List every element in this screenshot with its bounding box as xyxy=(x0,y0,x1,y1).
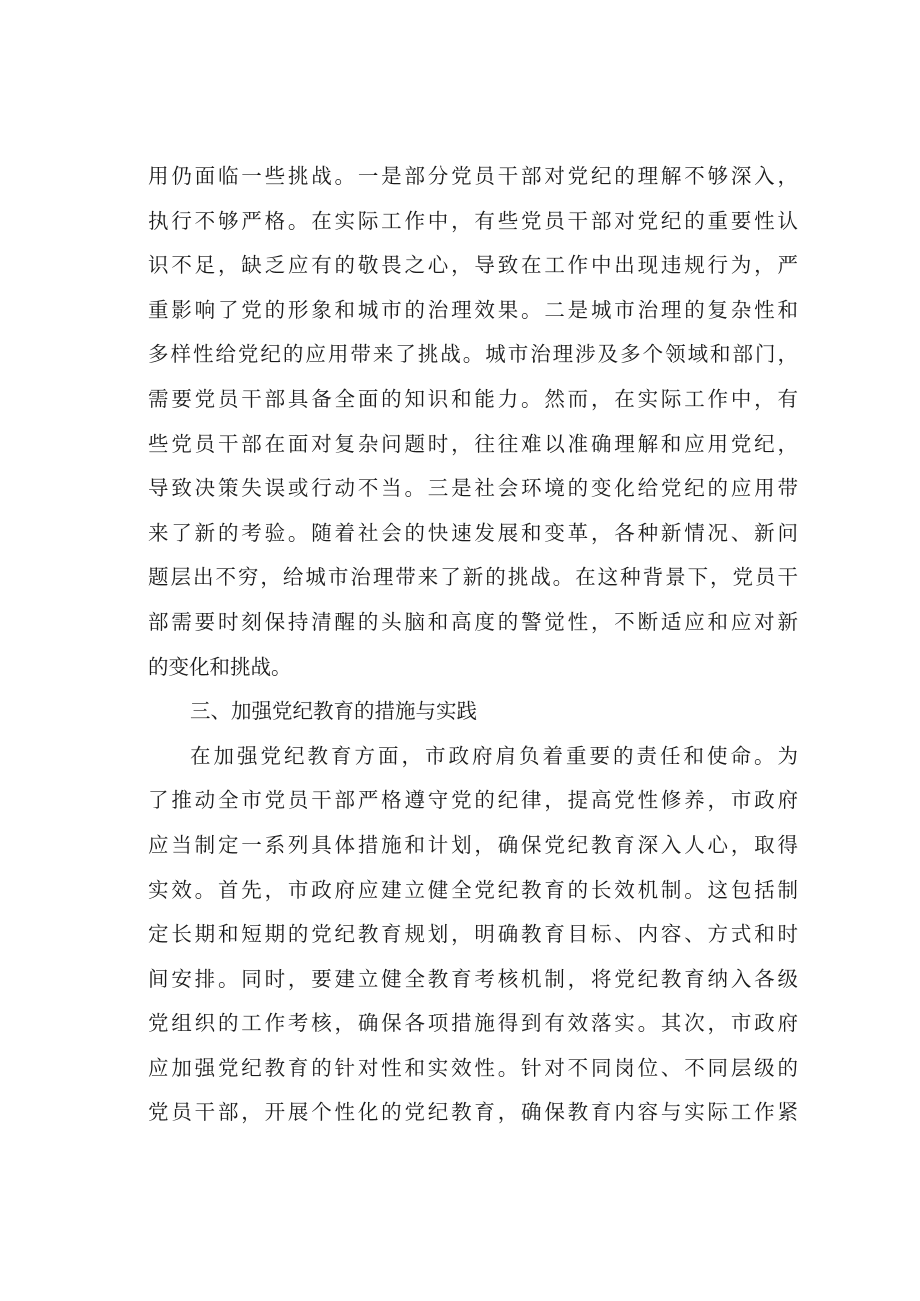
text-line: 执行不够严格。在实际工作中，有些党员干部对党纪的重要性认 xyxy=(148,208,798,233)
text-line: 多样性给党纪的应用带来了挑战。城市治理涉及多个领域和部门， xyxy=(148,342,798,367)
paragraph-1 xyxy=(148,154,798,689)
text-line: 应加强党纪教育的针对性和实效性。针对不同岗位、不同层级的 xyxy=(148,1055,798,1080)
text-line: 些党员干部在面对复杂问题时，往往难以准确理解和应用党纪， xyxy=(148,431,798,456)
text-line: 党员干部，开展个性化的党纪教育，确保教育内容与实际工作紧 xyxy=(148,1100,798,1125)
text-line: 来了新的考验。随着社会的快速发展和变革，各种新情况、新问 xyxy=(148,520,798,545)
text-line: 应当制定一系列具体措施和计划，确保党纪教育深入人心，取得 xyxy=(148,832,798,857)
text-line: 需要党员干部具备全面的知识和能力。然而，在实际工作中，有 xyxy=(148,386,798,411)
text-line: 实效。首先，市政府应建立健全党纪教育的长效机制。这包括制 xyxy=(148,877,798,902)
text-line: 用仍面临一些挑战。一是部分党员干部对党纪的理解不够深入， xyxy=(148,164,798,188)
text-line: 定长期和短期的党纪教育规划，明确教育目标、内容、方式和时 xyxy=(148,922,798,947)
text-line: 了推动全市党员干部严格遵守党的纪律，提高党性修养，市政府 xyxy=(148,788,798,813)
text-line: 导致决策失误或行动不当。三是社会环境的变化给党纪的应用带 xyxy=(148,476,798,501)
text-line: 在加强党纪教育方面，市政府肩负着重要的责任和使命。为 xyxy=(190,743,798,768)
text-line: 部需要时刻保持清醒的头脑和高度的警觉性，不断适应和应对新 xyxy=(148,609,798,634)
text-line: 党组织的工作考核，确保各项措施得到有效落实。其次，市政府 xyxy=(148,1011,798,1036)
text-line: 的变化和挑战。 xyxy=(148,654,292,679)
text-line: 间安排。同时，要建立健全教育考核机制，将党纪教育纳入各级 xyxy=(148,966,798,991)
section-heading: 三、加强党纪教育的措施与实践 xyxy=(190,699,477,724)
text-line: 题层出不穷，给城市治理带来了新的挑战。在这种背景下，党员干 xyxy=(148,565,798,590)
text-line: 识不足，缺乏应有的敬畏之心，导致在工作中出现违规行为，严 xyxy=(148,253,798,278)
paragraph-2 xyxy=(148,734,798,1135)
document-page xyxy=(148,154,798,1135)
text-line: 重影响了党的形象和城市的治理效果。二是城市治理的复杂性和 xyxy=(148,297,798,322)
